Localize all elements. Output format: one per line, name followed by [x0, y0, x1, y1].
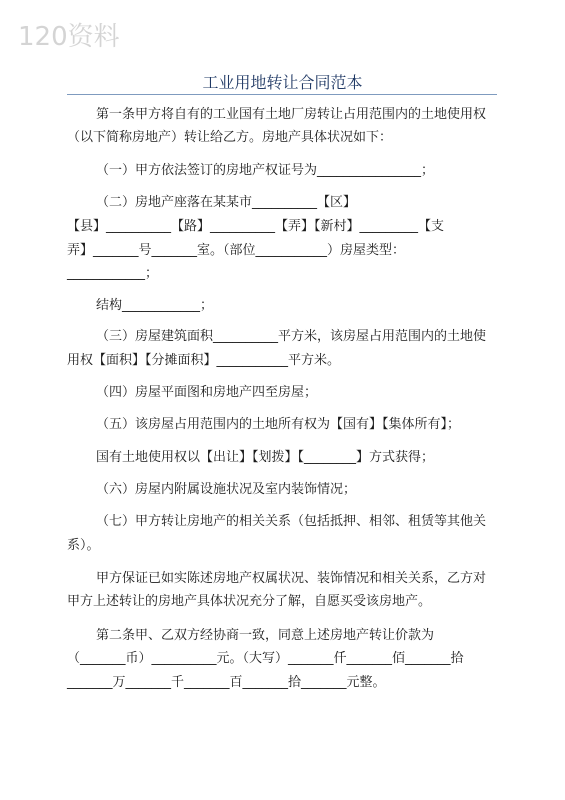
item-4: （四）房屋平面图和房地产四至房屋；	[96, 385, 318, 400]
structure-line: 结构____________；	[96, 298, 214, 313]
item-1: （一）甲方依法签订的房地产权证号为________________；	[96, 163, 435, 178]
item-2-line-1: （二）房地产座落在某某市__________【区】	[96, 195, 357, 210]
document-title: 工业用地转让合同范本	[202, 73, 363, 92]
item-3-line-2: 用权【面积】【分摊面积】___________平方米。	[67, 353, 341, 368]
clause-1-line-2: （以下简称房地产）转让给乙方。房地产具体状况如下：	[67, 130, 393, 145]
item-2-line-3: 弄】_______号_______室。（部位___________）房屋类型：	[67, 243, 406, 258]
item-6: （六）房屋内附属设施状况及室内装饰情况；	[96, 482, 357, 497]
item-2-line-4: ____________；	[67, 266, 159, 281]
guarantee-line-2: 甲方上述转让的房地产具体状况充分了解，自愿买受该房地产。	[67, 594, 432, 609]
clause-1-line-1: 第一条甲方将自有的工业国有土地厂房转让占用范围内的土地使用权	[96, 107, 487, 122]
watermark: 120资料	[18, 22, 120, 52]
title-underline	[67, 94, 497, 95]
item-5: （五）该房屋占用范围内的土地所有权为【国有】【集体所有】；	[96, 417, 461, 432]
item-3-line-1: （三）房屋建筑面积__________平方米，该房屋占用范围内的土地使	[96, 329, 487, 344]
item-7-line-1: （七）甲方转让房地产的相关关系（包括抵押、相邻、租赁等其他关	[96, 514, 487, 529]
item-7-line-2: 系）。	[67, 538, 100, 553]
guarantee-line-1: 甲方保证已如实陈述房地产权属状况、装饰情况和相关关系，乙方对	[96, 571, 487, 586]
clause-2-line-3: _______万_______千_______百_______拾_______元整。	[67, 675, 386, 690]
clause-2-line-2: （_______币）__________元。（大写）_______仟_______佰_______拾	[67, 651, 464, 666]
land-use-right-line: 国有土地使用权以【出让】【划拨】【________】方式获得；	[96, 450, 435, 465]
item-2-line-2: 【县】__________【路】__________【弄】【新村】_________【支	[67, 219, 445, 234]
clause-2-line-1: 第二条甲、乙双方经协商一致，同意上述房地产转让价款为	[96, 628, 435, 643]
